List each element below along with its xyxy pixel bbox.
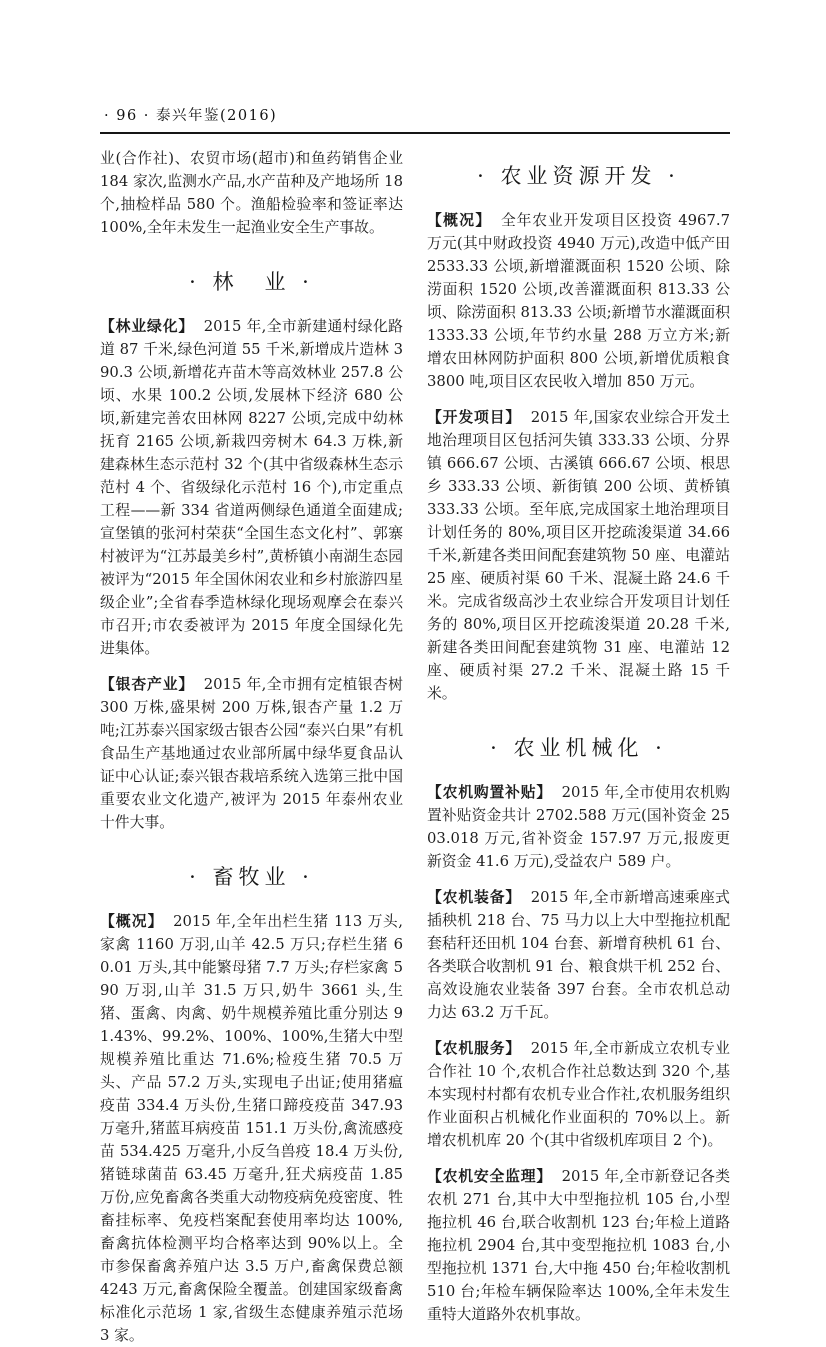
page-header xyxy=(100,104,730,132)
entry-machinery-safety-supervision-text: 2015 年,全市新登记各类农机 271 台,其中大中型拖拉机 105 台,小型拖拉机 46 台,联合收割机 123 台;年检上道路拖拉机 2904 台,其中变型拖拉机 1083 台,小型拖拉机 1371 台,大中拖 450 台;年检收割机 510 台;年检车辆保险率达 100%,全年未发生重特大道路外农机事故。 xyxy=(427,1168,730,1323)
entry-machinery-equipment-text: 2015 年,全市新增高速乘座式插秧机 218 台、75 马力以上大中型拖拉机配套秸秆还田机 104 台套、新增育秧机 61 台、各类联合收割机 91 台、粮食烘干机 252 台、高效设施农业装备 397 台套。全市农机总动力达 63.2 万千瓦。 xyxy=(427,889,730,1021)
section-heading-forestry: · 林 业 · xyxy=(189,270,314,294)
two-column-layout xyxy=(100,147,730,1347)
header-rule xyxy=(100,132,730,134)
entry-forestry-greening-label: 【林业绿化】 xyxy=(100,318,195,335)
entry-husbandry-overview-label: 【概况】 xyxy=(100,913,164,930)
entry-machinery-safety-supervision-label: 【农机安全监理】 xyxy=(427,1168,552,1185)
entry-machinery-service xyxy=(427,1037,730,1152)
entry-machinery-purchase-subsidy-label: 【农机购置补贴】 xyxy=(427,784,552,801)
entry-machinery-service-label: 【农机服务】 xyxy=(427,1040,522,1057)
entry-ginkgo-industry xyxy=(100,673,403,834)
entry-ginkgo-industry-text: 2015 年,全市拥有定植银杏树 300 万株,盛果树 200 万株,银杏产量 1.2 万吨;江苏泰兴国家级古银杏公园“泰兴白果”有机食品生产基地通过农业部所属中绿华夏食品认证中心认证;泰兴银杏栽培系统入选第三批中国重要农业文化遗产,被评为 2015 年泰州农业十件大事。 xyxy=(100,676,403,831)
section-heading-agri-resource-development: · 农业资源开发 · xyxy=(477,164,680,188)
paragraph-fishery-continuation: 业(合作社)、农贸市场(超市)和鱼药销售企业 184 家次,监测水产品,水产苗种及产地场所 18 个,抽检样品 580 个。渔船检验率和签证率达 100%,全年未发生一起渔业安全生产事故。 xyxy=(100,150,403,236)
entry-machinery-purchase-subsidy-text: 2015 年,全市使用农机购置补贴资金共计 2702.588 万元(国补资金 2503.018 万元,省补资金 157.97 万元,报废更新资金 41.6 万元),受益农户 589 户。 xyxy=(427,784,730,870)
entry-husbandry-overview xyxy=(100,910,403,1347)
page-header-text: · 96 · 泰兴年鉴(2016) xyxy=(104,108,278,124)
entry-machinery-safety-supervision xyxy=(427,1165,730,1326)
entry-machinery-equipment-label: 【农机装备】 xyxy=(427,889,522,906)
entry-development-overview-label: 【概况】 xyxy=(427,212,492,229)
entry-development-projects-text: 2015 年,国家农业综合开发土地治理项目区包括河失镇 333.33 公顷、分界镇 666.67 公顷、古溪镇 666.67 公顷、根思乡 333.33 公顷、新街镇 200 公顷、黄桥镇 333.33 公顷。至年底,完成国家土地治理项目计划任务的 80%,项目区开挖疏浚渠道 34.66 千米,新建各类田间配套建筑物 50 座、电灌站 25 座、硬质衬渠 60 千米、混凝土路 24.6 千米。完成省级高沙土农业综合开发项目计划任务的 80%,项目区开挖疏浚渠道 20.28 千米,新建各类田间配套建筑物 31 座、电灌站 12 座、硬质衬渠 27.2 千米、混凝土路 15 千米。 xyxy=(427,409,730,702)
section-heading-agri-mechanization: · 农业机械化 · xyxy=(490,736,667,760)
entry-forestry-greening xyxy=(100,315,403,660)
column-left xyxy=(100,147,403,1347)
entry-development-overview xyxy=(427,209,730,393)
section-heading-animal-husbandry: · 畜牧业 · xyxy=(189,865,314,889)
entry-development-projects xyxy=(427,406,730,705)
entry-husbandry-overview-text: 2015 年,全年出栏生猪 113 万头,家禽 1160 万羽,山羊 42.5 万只;存栏生猪 60.01 万头,其中能繁母猪 7.7 万头;存栏家禽 590 万羽,山羊 31.5 万只,奶牛 3661 头,生猪、蛋禽、肉禽、奶牛规模养殖比重分别达 91.43%、99.2%、100%、100%,生猪大中型规模养殖比重达 71.6%;检疫生猪 70.5 万头、产品 57.2 万头,实现电子出证;使用猪瘟疫苗 334.4 万头份,生猪口蹄疫疫苗 347.93 万毫升,猪蓝耳病疫苗 151.1 万头份,禽流感疫苗 534.425 万毫升,小反刍兽疫 18.4 万头份,猪链球菌苗 63.45 万毫升,狂犬病疫苗 1.85 万份,应免畜禽各类重大动物疫病免疫密度、牲畜挂标率、免疫档案配套使用率均达 100%,畜禽抗体检测平均合格率达到 90%以上。全市参保畜禽养殖户达 3.5 万户,畜禽保费总额 4243 万元,畜禽保险全覆盖。创建国家级畜禽标准化示范场 1 家,省级生态健康养殖示范场 3 家。 xyxy=(100,913,403,1344)
entry-ginkgo-industry-label: 【银杏产业】 xyxy=(100,676,195,693)
column-right xyxy=(427,147,730,1347)
entry-development-overview-text: 全年农业开发项目区投资 4967.7 万元(其中财政投资 4940 万元),改造中低产田 2533.33 公顷,新增灌溉面积 1520 公顷、除涝面积 1520 公顷,改善灌溉面积 813.33 公顷、除涝面积 813.33 公顷;新增节水灌溉面积 1333.33 公顷,年节约水量 288 万立方米;新增农田林网防护面积 800 公顷,新增优质粮食 3800 吨,项目区农民收入增加 850 万元。 xyxy=(427,212,730,390)
entry-machinery-service-text: 2015 年,全市新成立农机专业合作社 10 个,农机合作社总数达到 320 个,基本实现村村都有农机专业合作社,农机服务组织作业面积占机械化作业面积的 70%以上。新增农机机库 20 个(其中省级机库项目 2 个)。 xyxy=(427,1040,730,1149)
entry-development-projects-label: 【开发项目】 xyxy=(427,409,522,426)
entry-forestry-greening-text: 2015 年,全市新建通村绿化路道 87 千米,绿色河道 55 千米,新增成片造林 390.3 公顷,新增花卉苗木等高效林业 257.8 公顷、水果 100.2 公顷,发展林下经济 680 公顷,新建完善农田林网 8227 公顷,完成中幼林抚育 2165 公顷,新栽四旁树木 64.3 万株,新建森林生态示范村 32 个(其中省级森林生态示范村 4 个、省级绿化示范村 16 个),市定重点工程——新 334 省道两侧绿色通道全面建成;宣堡镇的张河村荣获“全国生态文化村”、郭寨村被评为“江苏最美乡村”,黄桥镇小南湖生态园被评为“2015 年全国休闲农业和乡村旅游四星级企业”;全省春季造林绿化现场观摩会在泰兴市召开;市农委被评为 2015 年度全国绿化先进集体。 xyxy=(100,318,403,657)
entry-machinery-purchase-subsidy xyxy=(427,781,730,873)
entry-machinery-equipment xyxy=(427,886,730,1024)
